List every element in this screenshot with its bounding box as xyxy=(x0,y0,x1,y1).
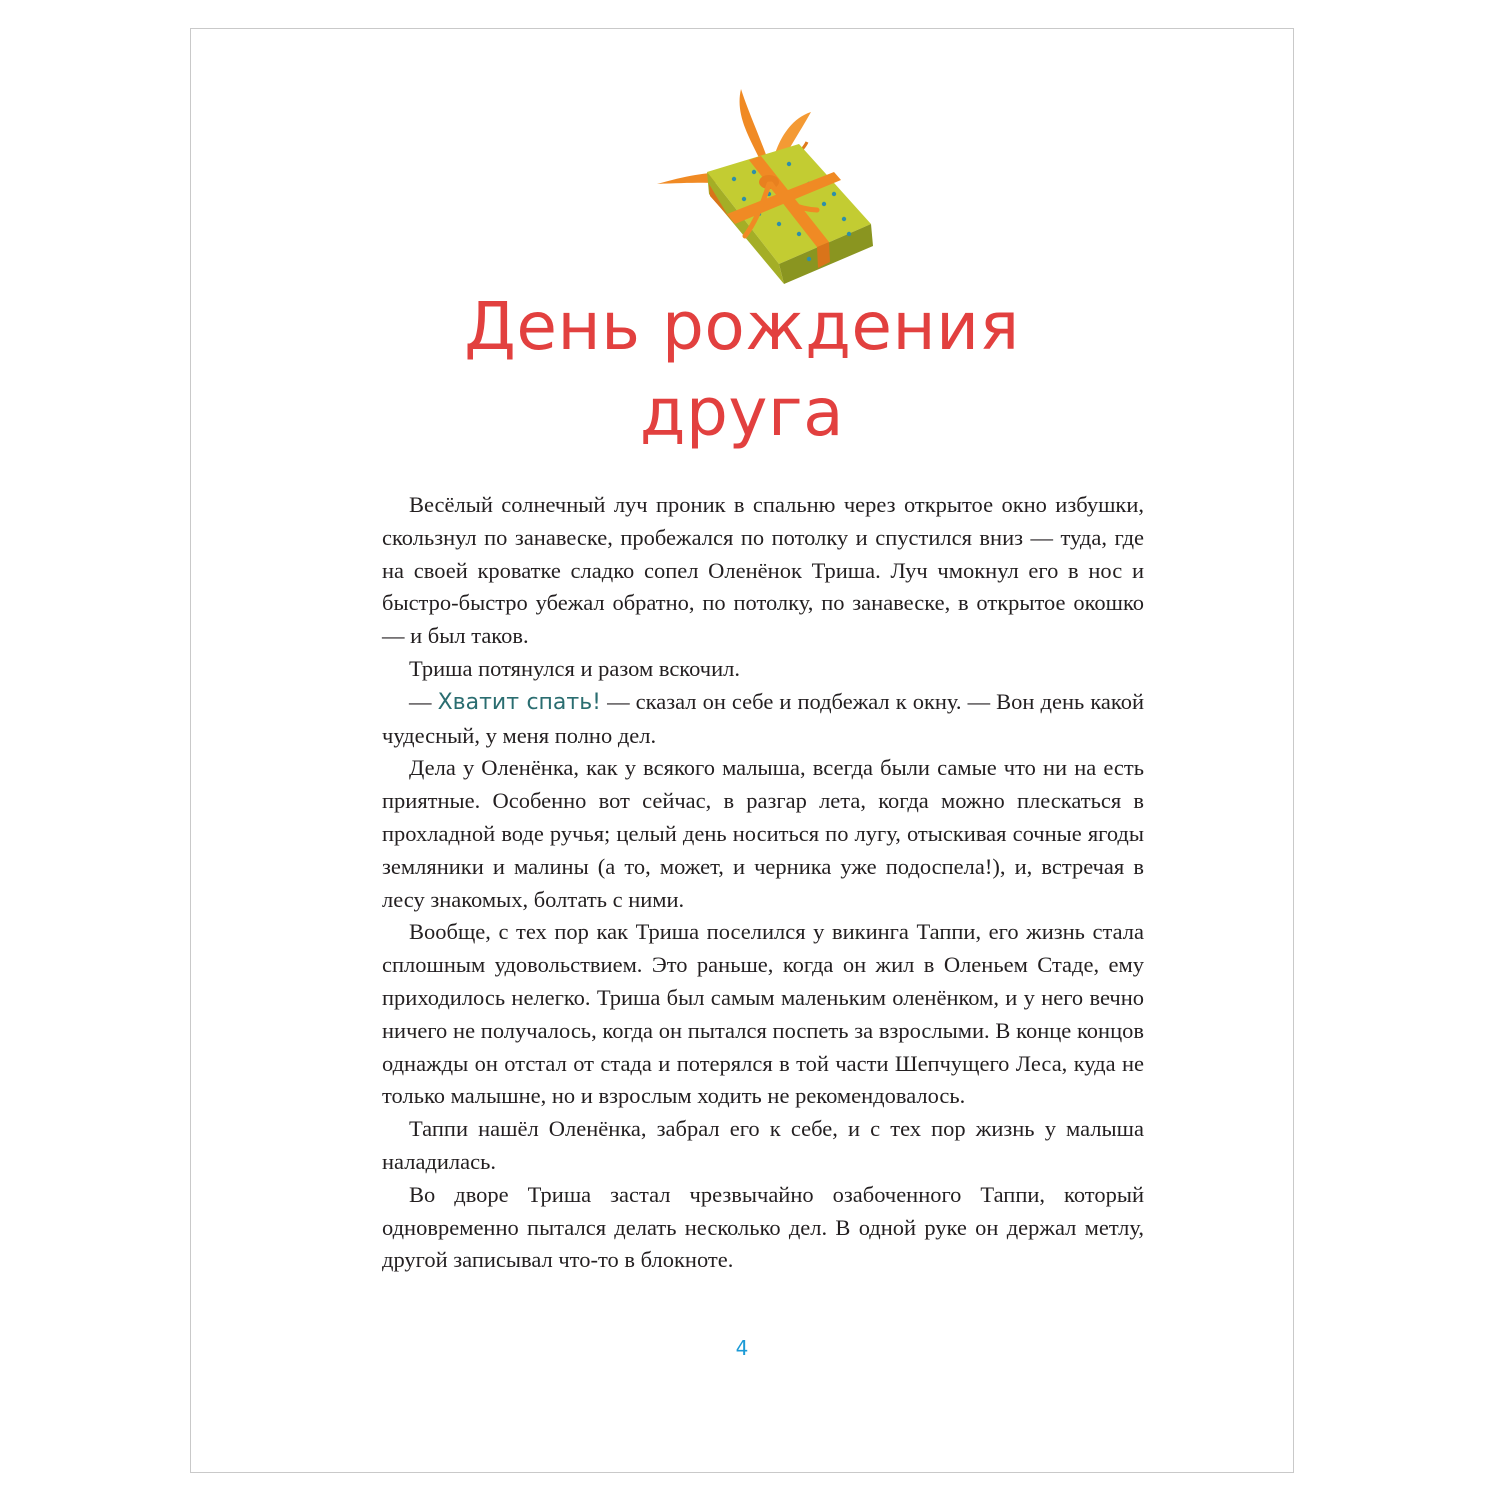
dialogue-dash: — xyxy=(409,688,438,714)
paragraph: Таппи нашёл Оленёнка, забрал его к себе, и с тех пор жизнь у малыша наладилась. xyxy=(382,1116,1144,1174)
page-number: 4 xyxy=(735,1336,749,1360)
paragraph: Весёлый солнечный луч проник в спальню через открытое окно избушки, скользнул по занавеске, пробежался по потолку и спустился вниз — туда, где на своей кроватке сладко сопел Оленёнок Триша. Луч чмокнул его в нос и быстро-быстро убежал обратно, по потолку, по занавеске, в открытое окошко — и был таков. xyxy=(382,492,1144,649)
paragraph: Дела у Оленёнка, как у всякого малыша, всегда были самые что ни на есть приятные. Особенно вот сейчас, в разгар лета, когда можно плескаться в прохладной воде ручья; целый день носиться по лугу, отыскивая сочные ягоды земляники и малины (а то, может, и черника уже подоспела!), и, встречая в лесу знакомых, болтать с ними. xyxy=(382,755,1144,912)
title-line-2: друга xyxy=(639,374,845,451)
paragraph: Вообще, с тех пор как Триша поселился у викинга Таппи, его жизнь стала сплошным удовольствием. Это раньше, когда он жил в Оленьем Стаде, ему приходилось нелегко. Триша был самым маленьким оленёнком, и у него вечно ничего не получалось, когда он пытался поспеть за взрослыми. В конце концов однажды он отстал от стада и потерялся в той части Шепчущего Леса, куда не только малышне, но и взрослым ходить не рекомендовалось. xyxy=(382,919,1144,1109)
paragraph-dialogue xyxy=(382,686,1144,753)
dialogue-rest: — сказал он себе и подбежал к окну. — Вон день какой чудесный, у меня полно дел. xyxy=(382,688,1144,748)
story-text xyxy=(382,489,1144,1277)
book-page xyxy=(190,28,1294,1473)
title-line-1: День рождения xyxy=(464,288,1020,365)
paragraph: Во дворе Триша застал чрезвычайно озабоченного Таппи, который одновременно пытался делать несколько дел. В одной руке он держал метлу, другой записывал что-то в блокноте. xyxy=(382,1181,1144,1273)
paragraph: Триша потянулся и разом вскочил. xyxy=(409,655,740,681)
dialogue-highlight: Хватит спать! xyxy=(437,689,602,715)
page-title xyxy=(191,284,1293,456)
gift-box-icon xyxy=(649,84,879,284)
